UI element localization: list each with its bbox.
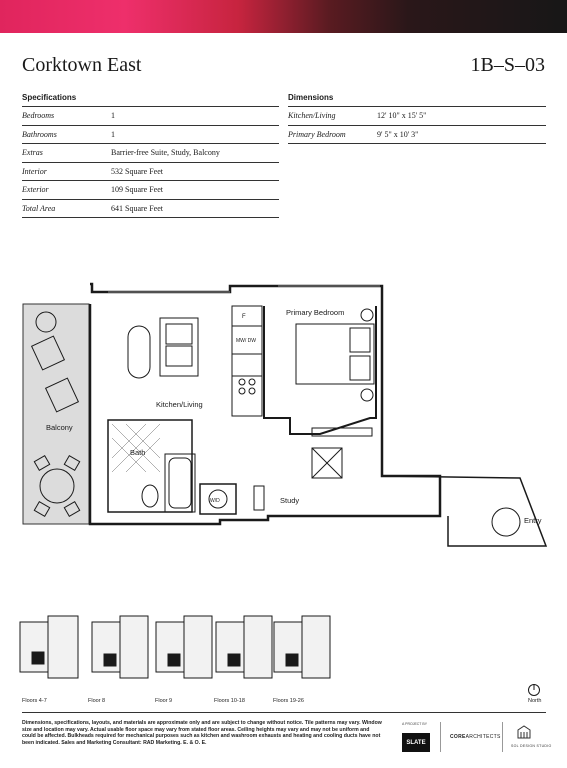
spec-value: 1 bbox=[111, 129, 115, 139]
spec-label: Bedrooms bbox=[22, 111, 55, 121]
floor-label: Floor 8 bbox=[88, 698, 106, 704]
bedroom-wall bbox=[264, 306, 376, 434]
accessible-entry-icon bbox=[492, 508, 520, 536]
floor-label: Floors 4-7 bbox=[22, 698, 47, 704]
key-plan-floor-9 bbox=[156, 616, 212, 678]
key-plan-floors-19-26 bbox=[274, 616, 330, 678]
balcony-area bbox=[23, 304, 89, 524]
spec-row bbox=[22, 107, 279, 126]
spec-value: Barrier-free Suite, Study, Balcony bbox=[111, 148, 220, 158]
appliance-label-fridge: F bbox=[242, 314, 246, 320]
logo-divider bbox=[502, 722, 503, 752]
north-label: North bbox=[528, 698, 542, 704]
floor-label: Floors 19-26 bbox=[273, 698, 304, 704]
floor-label: Floor 9 bbox=[155, 698, 173, 704]
entry-corridor-wall bbox=[382, 476, 546, 546]
key-plan-floors-4-7 bbox=[20, 616, 78, 678]
appliance-label-washer-dryer: W/D bbox=[210, 498, 220, 504]
unit-code: 1B–S–03 bbox=[470, 54, 545, 76]
study-desk bbox=[254, 486, 264, 510]
dimensions-table bbox=[288, 93, 546, 144]
disclaimer-text: Dimensions, specifications, layouts, and materials are approximate only and are subject to change without notice. Tile patterns may vary. Window size and location may vary. Actual usable floor space may vary from stated floor areas. Ceiling heights may vary and may not be uniform and could be affected. Bulkheads required for mechanical purposes such as kitchen and washroom exhausts and heating and cooling ducts have not been indicated. Sales and Marketing Consultant: RAD Marketing. E. & O. E. bbox=[22, 720, 382, 746]
room-label-kitchen-living: Kitchen/Living bbox=[156, 400, 203, 409]
coffee-table bbox=[128, 326, 150, 378]
spec-row bbox=[22, 144, 279, 163]
room-label-bath: Bath bbox=[130, 448, 146, 457]
room-label-primary-bedroom: Primary Bedroom bbox=[286, 308, 345, 317]
dimension-row bbox=[288, 126, 546, 145]
room-label-balcony: Balcony bbox=[46, 423, 73, 432]
spec-row bbox=[22, 126, 279, 145]
floor-label: Floors 10-18 bbox=[214, 698, 245, 704]
brand-gradient-band bbox=[0, 0, 567, 33]
spec-label: Extras bbox=[22, 148, 43, 158]
dimension-value: 9' 5" x 10' 3" bbox=[377, 129, 419, 139]
floor-plan bbox=[20, 278, 548, 558]
north-arrow-icon bbox=[526, 683, 542, 697]
page-title: Corktown East bbox=[22, 54, 142, 76]
specifications-heading: Specifications bbox=[22, 93, 279, 107]
spec-label: Exterior bbox=[22, 185, 49, 195]
dimension-value: 12' 10" x 15' 5" bbox=[377, 111, 427, 121]
kitchen-counter bbox=[232, 306, 262, 416]
dimension-row bbox=[288, 107, 546, 126]
spec-row bbox=[22, 181, 279, 200]
toilet bbox=[142, 485, 158, 507]
spec-value: 1 bbox=[111, 111, 115, 121]
spec-label: Interior bbox=[22, 166, 47, 176]
spec-row bbox=[22, 200, 279, 219]
logo-divider bbox=[440, 722, 441, 752]
room-label-study: Study bbox=[280, 496, 300, 505]
key-plans bbox=[18, 612, 338, 692]
spec-value: 109 Square Feet bbox=[111, 185, 163, 195]
design-studio-crest-icon bbox=[516, 724, 532, 740]
slate-logo: SLATE bbox=[402, 733, 430, 752]
key-plan-floor-8 bbox=[92, 616, 148, 678]
spec-label: Total Area bbox=[22, 203, 56, 213]
bed bbox=[296, 324, 374, 384]
appliance-label-dishwasher: MW/ DW bbox=[236, 338, 256, 344]
design-studio-label: SOL DESIGN STUDIO bbox=[511, 744, 552, 748]
room-label-entry: Entry bbox=[524, 516, 542, 525]
dimension-label: Primary Bedroom bbox=[288, 129, 346, 139]
spec-label: Bathrooms bbox=[22, 129, 57, 139]
dimensions-heading: Dimensions bbox=[288, 93, 546, 107]
dimension-label: Kitchen/Living bbox=[288, 111, 336, 121]
developer-tagline: A PROJECT BY bbox=[402, 722, 428, 726]
spec-value: 641 Square Feet bbox=[111, 203, 163, 213]
bedroom-closet bbox=[312, 428, 372, 436]
core-architects-logo: COREARCHITECTS bbox=[450, 734, 501, 740]
footer-divider bbox=[22, 712, 546, 713]
spec-value: 532 Square Feet bbox=[111, 166, 163, 176]
specifications-table bbox=[22, 93, 279, 218]
spec-row bbox=[22, 163, 279, 182]
key-plan-floors-10-18 bbox=[216, 616, 272, 678]
